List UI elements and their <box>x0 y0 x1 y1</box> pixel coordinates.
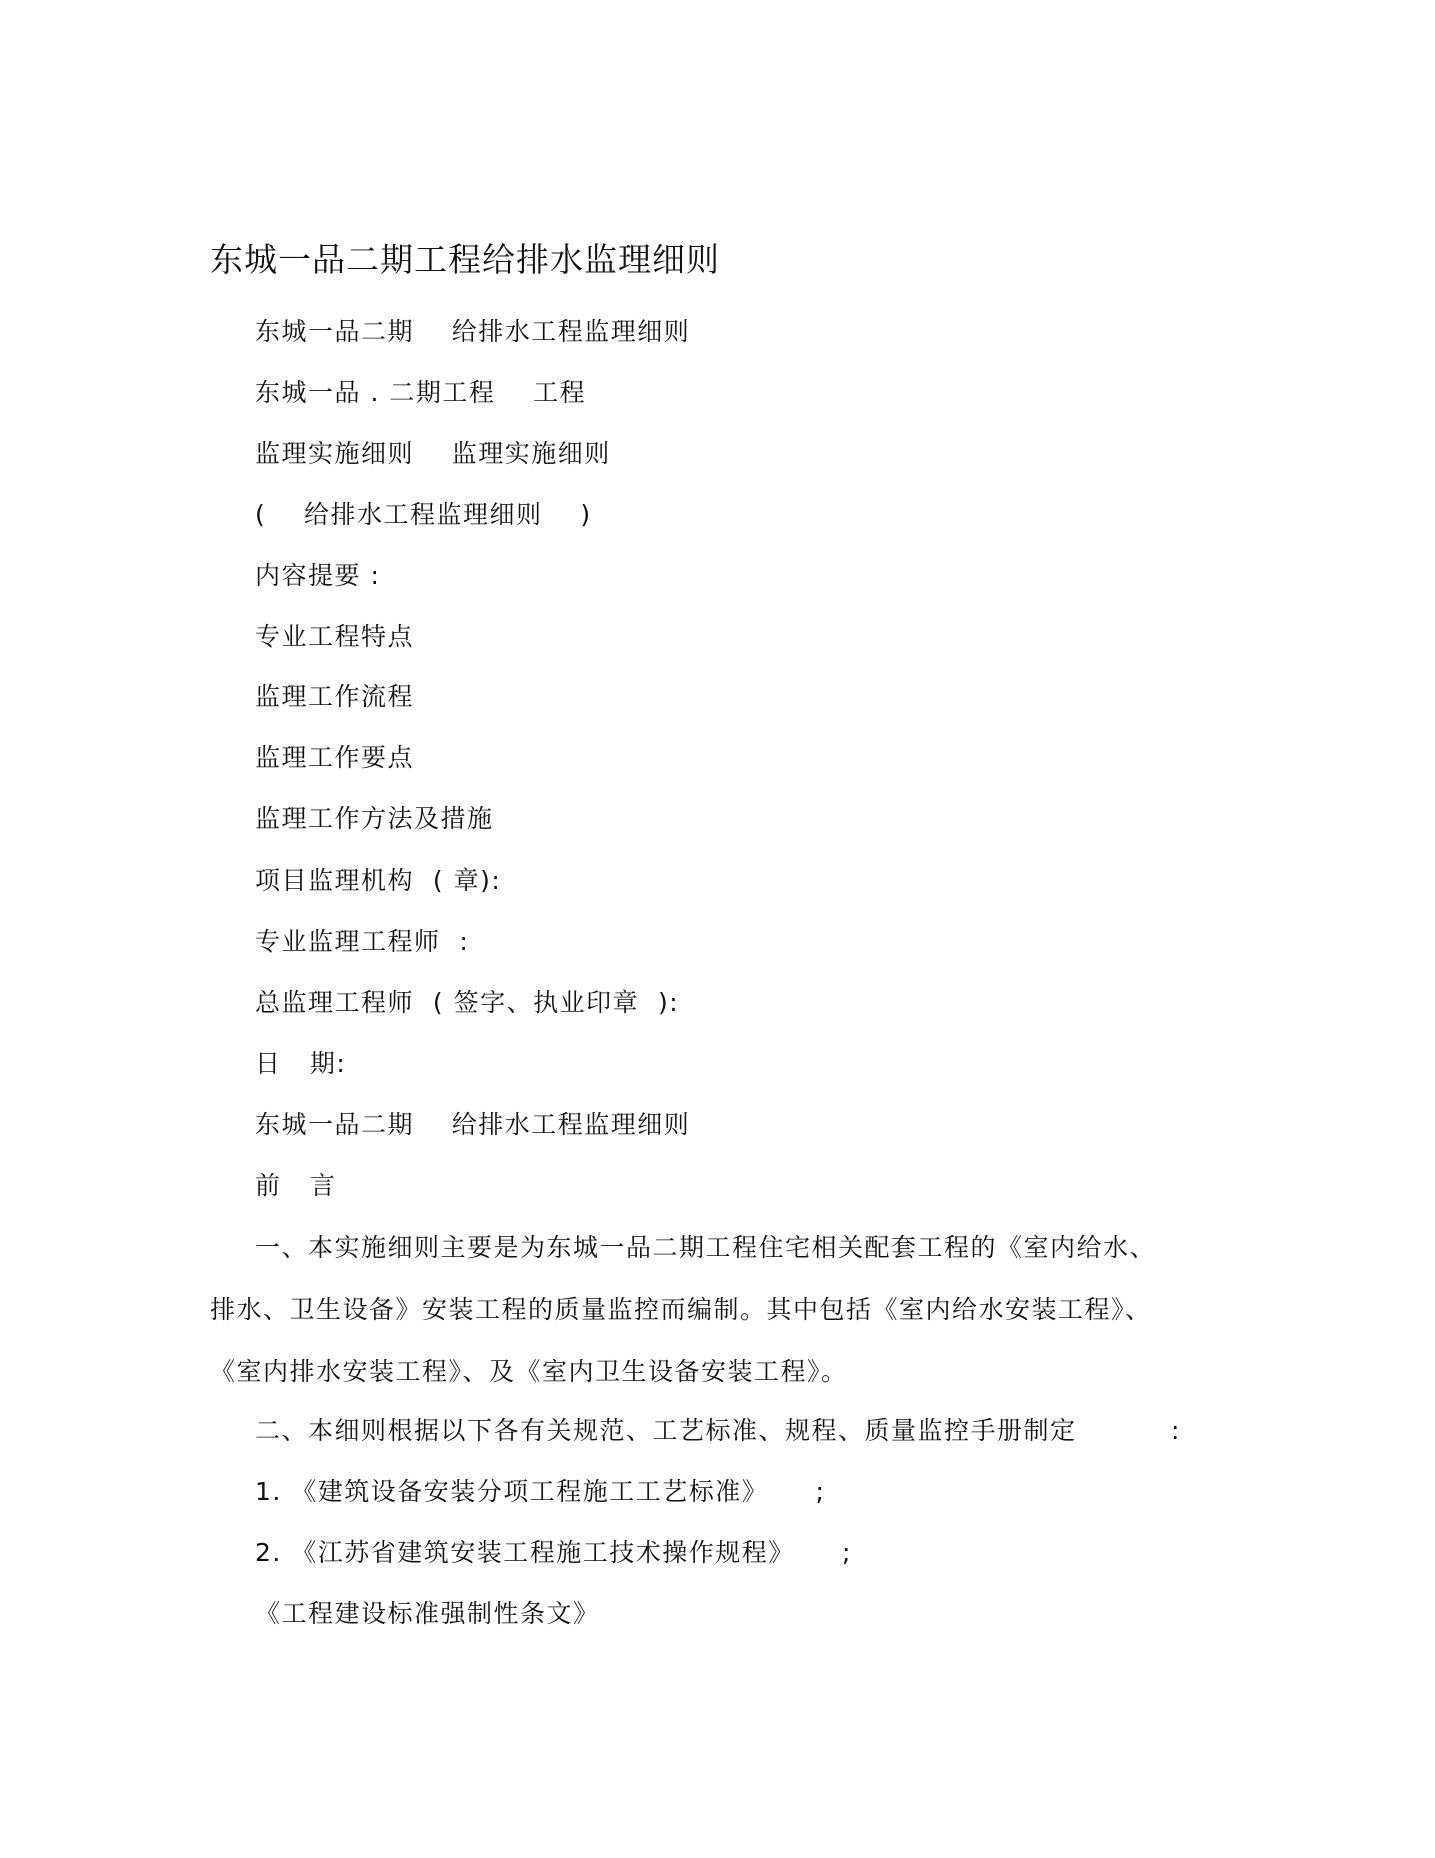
cover-line-summary-item-3: 监理工作要点 <box>255 743 415 772</box>
document-title: 东城一品二期工程给排水监理细则 <box>210 240 720 279</box>
cover-line-project: 东城一品二期 给排水工程监理细则 <box>255 317 691 346</box>
preface-paragraph-1: 一、本实施细则主要是为东城一品二期工程住宅相关配套工程的《室内给水、排水、卫生设备》安装工程的质量监控而编制。其中包括《室内给水安装工程》、《室内排水安装工程》、及《室内卫生设备安装工程》。 <box>210 1233 1157 1386</box>
cover-line-organization: 项目监理机构 ( 章): <box>255 866 502 895</box>
cover-line-summary-item-4: 监理工作方法及措施 <box>255 804 494 833</box>
cover-line-doc-type: 监理实施细则 监理实施细则 <box>255 439 611 468</box>
cover-line-chief-engineer: 总监理工程师 ( 签字、执业印章 ): <box>255 988 680 1017</box>
section-heading-repeat: 东城一品二期 给排水工程监理细则 <box>255 1110 691 1139</box>
standard-list-item-3: 《工程建设标准强制性条文》 <box>255 1599 600 1628</box>
preface-paragraph-2: 二、本细则根据以下各有关规范、工艺标准、规程、质量监控手册制定 : <box>255 1416 1181 1445</box>
cover-line-date: 日 期: <box>255 1049 347 1078</box>
standard-list-item-2: 2. 《江苏省建筑安装工程施工技术操作规程》 ; <box>255 1538 852 1567</box>
cover-line-project-phase: 东城一品 . 二期工程 工程 <box>255 378 587 407</box>
standard-list-item-1: 1. 《建筑设备安装分项工程施工工艺标准》 ; <box>255 1477 826 1506</box>
cover-line-engineer: 专业监理工程师 : <box>255 927 470 956</box>
cover-line-subtitle: ( 给排水工程监理细则 ) <box>255 500 592 529</box>
cover-line-summary-item-2: 监理工作流程 <box>255 682 415 711</box>
cover-line-summary-heading: 内容提要 : <box>255 561 381 590</box>
cover-line-summary-item-1: 专业工程特点 <box>255 622 415 651</box>
preface-heading: 前 言 <box>255 1171 337 1200</box>
